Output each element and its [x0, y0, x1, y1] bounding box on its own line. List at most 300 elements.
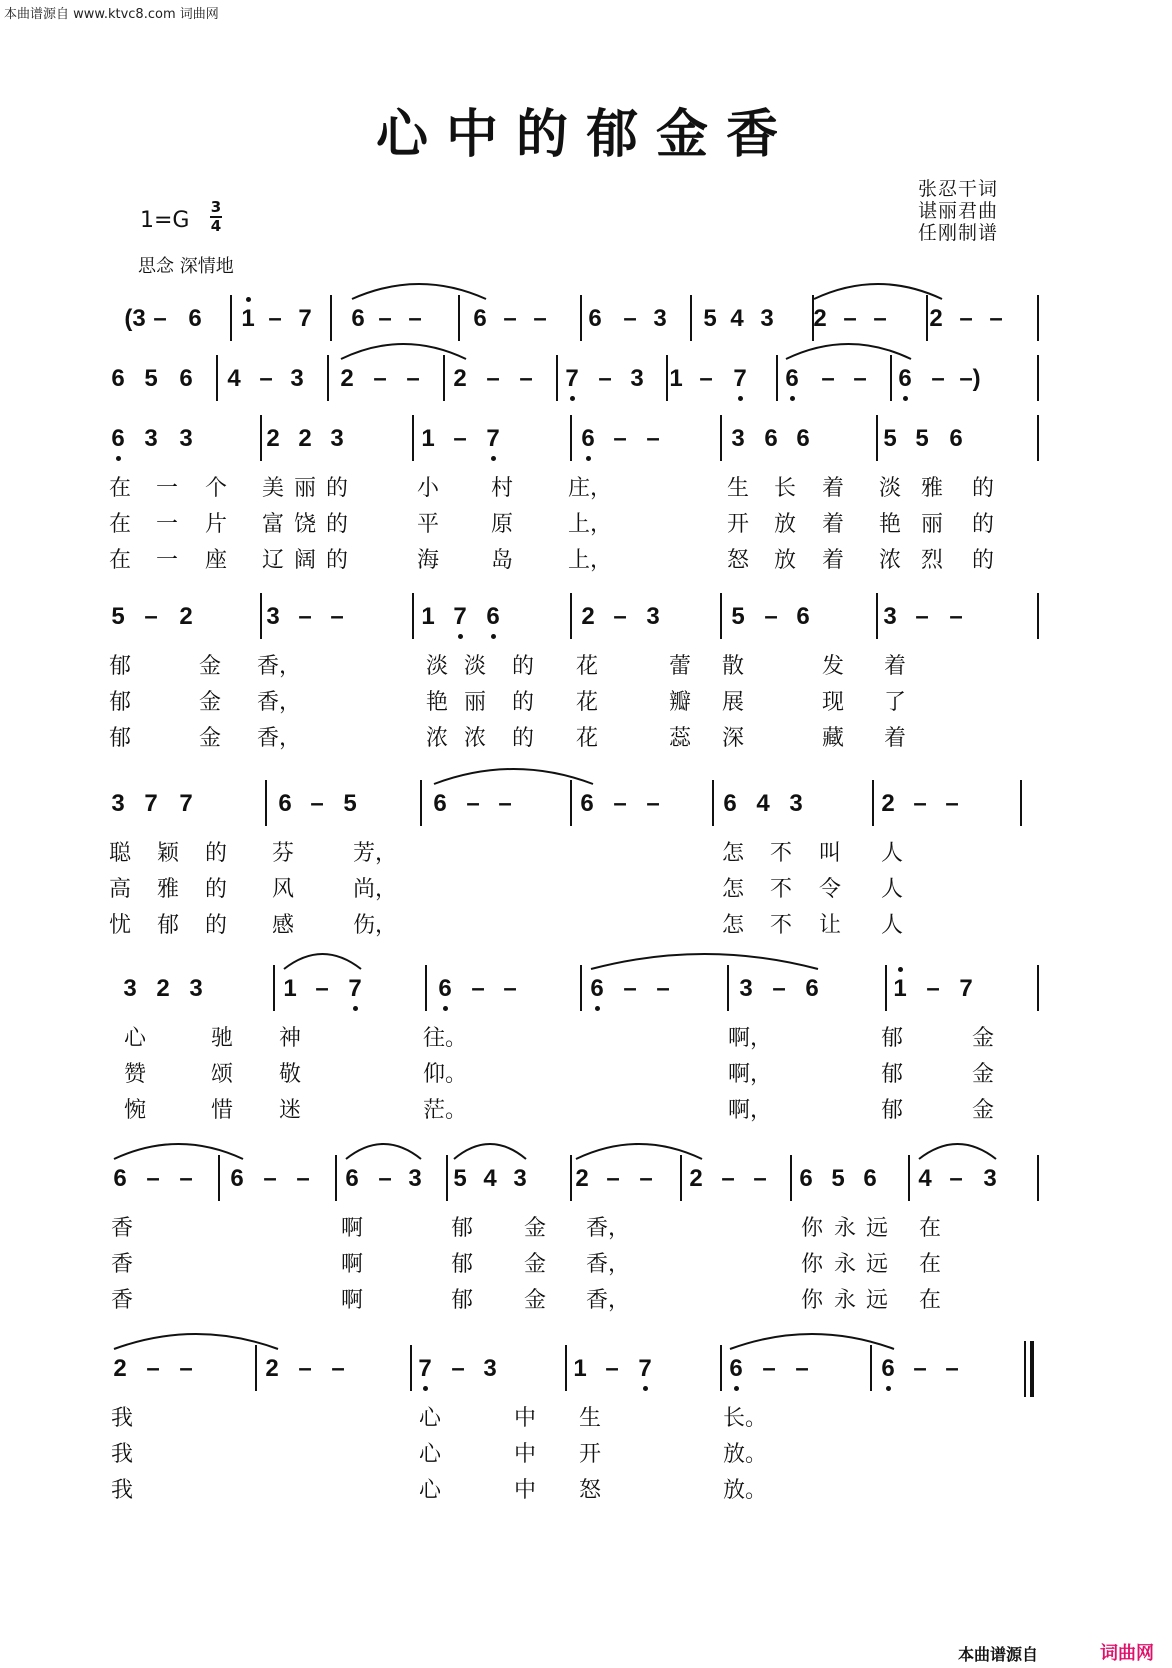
- barline: [255, 1345, 257, 1391]
- note: –: [762, 1355, 776, 1382]
- note: 3: [408, 1165, 422, 1192]
- time-signature-bottom: 4: [210, 217, 222, 235]
- note: 6: [104, 425, 132, 453]
- note: 2: [881, 790, 895, 817]
- lyric-syllable: 浓: [425, 726, 448, 751]
- lyric-syllable: 辽: [261, 548, 284, 573]
- lyric-syllable: 岛: [490, 548, 513, 573]
- note: 1: [886, 975, 914, 1003]
- note: 6: [345, 1165, 359, 1192]
- note: –: [949, 1165, 963, 1192]
- lyric-syllable: 赞: [123, 1062, 146, 1087]
- lyric-syllable: 你: [800, 1216, 823, 1241]
- lyric-syllable: 的: [971, 548, 994, 573]
- note: –: [926, 975, 940, 1002]
- note: 6: [723, 790, 737, 817]
- barline: [812, 295, 814, 341]
- note: 3: [513, 1165, 527, 1192]
- barline: [876, 415, 878, 461]
- note: –: [639, 1165, 653, 1192]
- note: 3: [789, 790, 803, 817]
- note: 2: [265, 1355, 279, 1382]
- barline: [580, 965, 582, 1011]
- note: –: [772, 975, 786, 1002]
- note: –: [259, 365, 273, 392]
- note: 5: [831, 1165, 845, 1192]
- lyric-syllable: 金: [971, 1098, 994, 1123]
- barline: [580, 295, 582, 341]
- lyric-syllable: 艳: [425, 690, 448, 715]
- lyric-syllable: 一: [155, 548, 178, 573]
- lyric-syllable: 的: [511, 690, 534, 715]
- lyric-syllable: 美: [261, 476, 284, 501]
- note: 2: [113, 1355, 127, 1382]
- lyric-syllable: 的: [971, 512, 994, 537]
- note: 6: [722, 1355, 750, 1383]
- lyric-syllable: 平: [416, 512, 439, 537]
- note: 2: [156, 975, 170, 1002]
- lyric-syllable: 上，: [568, 548, 613, 573]
- note: 2: [453, 365, 467, 392]
- lyric-syllable: 往。: [423, 1026, 468, 1051]
- tie-slur: [786, 344, 911, 359]
- note: 7: [959, 975, 973, 1002]
- song-title: 心中的郁金香: [375, 104, 796, 165]
- tie-slur: [919, 1144, 996, 1159]
- lyric-syllable: 感: [271, 913, 294, 938]
- note: 6: [874, 1355, 902, 1383]
- note: 6: [473, 305, 487, 332]
- note: 5: [111, 603, 125, 630]
- lyric-syllable: 芬: [271, 841, 294, 866]
- barline: [218, 1155, 220, 1201]
- note: 7: [726, 365, 754, 393]
- lyric-syllable: 长: [773, 476, 796, 501]
- lyric-syllable: 不: [769, 913, 792, 938]
- note: –: [989, 305, 1003, 332]
- lyric-syllable: 蕾: [668, 654, 691, 679]
- note: 3: [646, 603, 660, 630]
- barline: [570, 415, 572, 461]
- tempo-marking: 思念 深情地: [138, 256, 234, 277]
- tie-slur: [346, 1144, 421, 1159]
- note: –: [453, 425, 467, 452]
- lyric-syllable: 片: [204, 512, 227, 537]
- tie-slur: [114, 1144, 243, 1159]
- note: –: [406, 365, 420, 392]
- lyric-syllable: 烈: [920, 548, 943, 573]
- lyric-syllable: 仰。: [423, 1062, 468, 1087]
- lyric-syllable: 神: [278, 1026, 301, 1051]
- lyricist-credit: 张忍干词: [918, 178, 999, 200]
- note: 6: [111, 365, 125, 392]
- lyric-syllable: 淡: [878, 476, 901, 501]
- lyric-syllable: 怎: [721, 913, 744, 938]
- lyric-syllable: 金: [971, 1062, 994, 1087]
- lyric-syllable: 敬: [278, 1062, 301, 1087]
- barline: [908, 1155, 910, 1201]
- barline: [870, 1345, 872, 1391]
- lyric-syllable: 富: [261, 512, 284, 537]
- note: –: [913, 1355, 927, 1382]
- note: 2: [929, 305, 943, 332]
- note: 7: [341, 975, 369, 1003]
- lyric-syllable: 尚，: [353, 877, 398, 902]
- barline: [216, 355, 218, 401]
- lyric-syllable: 怎: [721, 877, 744, 902]
- lyric-syllable: 远: [865, 1252, 888, 1277]
- note: 6: [588, 305, 602, 332]
- lyric-syllable: 心: [418, 1478, 441, 1503]
- lyric-syllable: 在: [108, 476, 131, 501]
- lyric-syllable: 我: [110, 1406, 133, 1431]
- lyric-syllable: 啊，: [728, 1026, 773, 1051]
- barline: [1037, 965, 1039, 1011]
- barline: [690, 295, 692, 341]
- lyric-syllable: 了: [883, 690, 906, 715]
- note: 7: [144, 790, 158, 817]
- lyric-syllable: 香: [110, 1288, 133, 1313]
- barline: [265, 780, 267, 826]
- lyric-syllable: 发: [821, 654, 844, 679]
- lyric-syllable: 在: [918, 1252, 941, 1277]
- note: –: [959, 305, 973, 332]
- note: –: [519, 365, 533, 392]
- lyric-syllable: 金: [198, 726, 221, 751]
- lyric-syllable: 香，: [586, 1252, 631, 1277]
- note: 6: [433, 790, 447, 817]
- note: –: [945, 1355, 959, 1382]
- note: 3: [189, 975, 203, 1002]
- note: –: [486, 365, 500, 392]
- lyric-syllable: 香，: [257, 726, 302, 751]
- lyric-syllable: 人: [880, 841, 903, 866]
- lyric-syllable: 座: [204, 548, 227, 573]
- note: 3: [330, 425, 344, 452]
- note: 6: [796, 603, 810, 630]
- note: –: [598, 365, 612, 392]
- lyric-syllable: 长。: [723, 1406, 768, 1431]
- note: 6: [805, 975, 819, 1002]
- note: 6: [431, 975, 459, 1003]
- barline: [890, 355, 892, 401]
- barline: [273, 965, 275, 1011]
- barline: [570, 593, 572, 639]
- lyric-syllable: 的: [325, 476, 348, 501]
- final-barline: [1024, 1341, 1026, 1397]
- lyric-syllable: 郁: [450, 1252, 473, 1277]
- note: 6: [799, 1165, 813, 1192]
- note: 2: [340, 365, 354, 392]
- lyric-syllable: 艳: [878, 512, 901, 537]
- barline: [727, 965, 729, 1011]
- barline: [565, 1345, 567, 1391]
- lyric-syllable: 金: [198, 690, 221, 715]
- lyric-syllable: 茫。: [423, 1098, 468, 1123]
- note: 3: [266, 603, 280, 630]
- note: 6: [479, 603, 507, 631]
- lyric-syllable: 的: [511, 654, 534, 679]
- barline: [776, 355, 778, 401]
- lyric-syllable: 一: [155, 476, 178, 501]
- barline: [446, 1155, 448, 1201]
- lyric-syllable: 香，: [257, 654, 302, 679]
- note: –: [144, 603, 158, 630]
- lyric-syllable: 金: [523, 1252, 546, 1277]
- note: 7: [631, 1355, 659, 1383]
- lyric-syllable: 芳，: [353, 841, 398, 866]
- note: –: [721, 1165, 735, 1192]
- note: –: [503, 305, 517, 332]
- lyric-syllable: 藏: [821, 726, 844, 751]
- note: –: [179, 1355, 193, 1382]
- arranger-credit: 任刚制谱: [918, 222, 999, 244]
- barline: [260, 593, 262, 639]
- note: 5: [453, 1165, 467, 1192]
- note: –: [153, 305, 167, 332]
- note: –: [378, 1165, 392, 1192]
- lyric-syllable: 香，: [257, 690, 302, 715]
- lyric-syllable: 金: [198, 654, 221, 679]
- lyric-syllable: 着: [883, 654, 906, 679]
- lyric-syllable: 忧: [108, 913, 131, 938]
- lyric-syllable: 的: [325, 512, 348, 537]
- note: 2: [266, 425, 280, 452]
- final-barline: [1030, 1341, 1034, 1397]
- lyric-syllable: 小: [416, 476, 439, 501]
- note: 3: [653, 305, 667, 332]
- barline: [260, 415, 262, 461]
- note: 4: [730, 305, 744, 332]
- watermark-top: 本曲谱源自 www.ktvc8.com 词曲网: [4, 7, 219, 22]
- note: 1: [234, 305, 262, 333]
- lyric-syllable: 永: [833, 1288, 856, 1313]
- note: 3: [731, 425, 745, 452]
- barline: [458, 295, 460, 341]
- lyric-syllable: 心: [418, 1442, 441, 1467]
- lyric-syllable: 饶: [293, 512, 316, 537]
- barline: [570, 780, 572, 826]
- lyric-syllable: 瓣: [668, 690, 691, 715]
- note: –: [853, 365, 867, 392]
- note: –: [945, 790, 959, 817]
- lyric-syllable: 心: [123, 1026, 146, 1051]
- lyric-syllable: 远: [865, 1288, 888, 1313]
- lyric-syllable: 着: [821, 476, 844, 501]
- lyric-syllable: 海: [416, 548, 439, 573]
- tie-slur: [341, 344, 466, 359]
- key-signature: 1=G: [140, 208, 190, 233]
- lyric-syllable: 惜: [210, 1098, 233, 1123]
- note: –: [623, 975, 637, 1002]
- note: 2: [179, 603, 193, 630]
- note: 5: [915, 425, 929, 452]
- note: 6: [863, 1165, 877, 1192]
- note: –: [408, 305, 422, 332]
- note: –: [310, 790, 324, 817]
- lyric-syllable: 生: [726, 476, 749, 501]
- lyric-syllable: 不: [769, 841, 792, 866]
- note: 7: [446, 603, 474, 631]
- lyric-syllable: 在: [918, 1216, 941, 1241]
- lyric-syllable: 生: [578, 1406, 601, 1431]
- lyric-syllable: 啊，: [728, 1062, 773, 1087]
- note: 3: [179, 425, 193, 452]
- barline: [790, 1155, 792, 1201]
- note: –: [373, 365, 387, 392]
- barline: [872, 780, 874, 826]
- note: 6: [778, 365, 806, 393]
- lyric-syllable: 让: [818, 913, 841, 938]
- note: 5: [703, 305, 717, 332]
- lyric-syllable: 放。: [723, 1442, 768, 1467]
- lyric-syllable: 在: [108, 512, 131, 537]
- lyric-syllable: 郁: [450, 1288, 473, 1313]
- note: 7: [298, 305, 312, 332]
- lyric-syllable: 啊，: [728, 1098, 773, 1123]
- barline: [443, 355, 445, 401]
- note: –: [821, 365, 835, 392]
- note: –: [949, 603, 963, 630]
- tie-slur: [454, 1144, 526, 1159]
- lyric-syllable: 永: [833, 1252, 856, 1277]
- lyric-syllable: 的: [511, 726, 534, 751]
- lyric-syllable: 人: [880, 913, 903, 938]
- note: 6: [179, 365, 193, 392]
- tie-slur: [114, 1334, 278, 1349]
- note: –: [795, 1355, 809, 1382]
- lyric-syllable: 金: [523, 1216, 546, 1241]
- note: 1: [669, 365, 683, 392]
- note: –: [605, 1355, 619, 1382]
- tie-slur: [591, 954, 818, 969]
- note: 3: [111, 790, 125, 817]
- note: 3: [144, 425, 158, 452]
- tie-slur: [352, 284, 486, 299]
- note: 6: [583, 975, 611, 1003]
- lyric-syllable: 丽: [293, 476, 316, 501]
- lyric-syllable: 村: [490, 476, 513, 501]
- lyric-syllable: 郁: [880, 1098, 903, 1123]
- note: –: [873, 305, 887, 332]
- tie-slur: [284, 954, 361, 969]
- lyric-syllable: 淡: [463, 654, 486, 679]
- note: –: [913, 790, 927, 817]
- lyric-syllable: 丽: [920, 512, 943, 537]
- lyric-syllable: 颖: [156, 841, 179, 866]
- note: –: [378, 305, 392, 332]
- note: –: [613, 425, 627, 452]
- note: 2: [689, 1165, 703, 1192]
- barline: [1037, 1155, 1039, 1201]
- note: –: [296, 1165, 310, 1192]
- lyric-syllable: 在: [918, 1288, 941, 1313]
- barline: [680, 1155, 682, 1201]
- note: 5: [731, 603, 745, 630]
- note: –: [263, 1165, 277, 1192]
- note: 4: [483, 1165, 497, 1192]
- lyric-syllable: 庄，: [568, 476, 613, 501]
- lyric-syllable: 叫: [818, 841, 841, 866]
- barline: [712, 780, 714, 826]
- lyric-syllable: 散: [721, 654, 744, 679]
- lyric-syllable: 高: [108, 877, 131, 902]
- note: 3: [739, 975, 753, 1002]
- lyric-syllable: 我: [110, 1442, 133, 1467]
- note: 1: [421, 425, 435, 452]
- barline: [720, 415, 722, 461]
- barline: [570, 1155, 572, 1201]
- lyric-syllable: 香: [110, 1216, 133, 1241]
- lyric-syllable: 花: [575, 726, 598, 751]
- barline: [876, 593, 878, 639]
- note: 6: [351, 305, 365, 332]
- barline: [1037, 295, 1039, 341]
- barline: [885, 965, 887, 1011]
- note: 6: [949, 425, 963, 452]
- note: –: [623, 305, 637, 332]
- note: 2: [813, 305, 827, 332]
- note: 1: [421, 603, 435, 630]
- lyric-syllable: 浓: [878, 548, 901, 573]
- barline: [1037, 355, 1039, 401]
- note: 2: [581, 603, 595, 630]
- note: –: [298, 1355, 312, 1382]
- lyric-syllable: 惋: [123, 1098, 146, 1123]
- note: –: [498, 790, 512, 817]
- watermark-bottom-brand: 词曲网: [1100, 1643, 1154, 1664]
- lyric-syllable: 远: [865, 1216, 888, 1241]
- barline: [556, 355, 558, 401]
- tie-slur: [576, 1144, 702, 1159]
- note: –: [533, 305, 547, 332]
- note: 6: [188, 305, 202, 332]
- note: 6: [574, 425, 602, 453]
- lyric-syllable: 的: [204, 877, 227, 902]
- lyric-syllable: 迷: [278, 1098, 301, 1123]
- note: –: [146, 1355, 160, 1382]
- note: 3: [983, 1165, 997, 1192]
- lyric-syllable: 郁: [156, 913, 179, 938]
- lyric-syllable: 永: [833, 1216, 856, 1241]
- note: –: [315, 975, 329, 1002]
- watermark-bottom: 本曲谱源自: [958, 1645, 1039, 1664]
- note: –: [503, 975, 517, 1002]
- lyric-syllable: 香，: [586, 1288, 631, 1313]
- barline: [412, 415, 414, 461]
- note: 3: [123, 975, 137, 1002]
- note: 7: [179, 790, 193, 817]
- note: 3: [630, 365, 644, 392]
- note: 3: [290, 365, 304, 392]
- lyric-syllable: 放。: [723, 1478, 768, 1503]
- barline: [335, 1155, 337, 1201]
- lyric-syllable: 郁: [108, 690, 131, 715]
- lyric-syllable: 放: [773, 548, 796, 573]
- lyric-syllable: 怎: [721, 841, 744, 866]
- note: –: [931, 365, 945, 392]
- barline: [425, 965, 427, 1011]
- lyric-syllable: 颂: [210, 1062, 233, 1087]
- note: –: [179, 1165, 193, 1192]
- lyric-syllable: 的: [971, 476, 994, 501]
- lyric-syllable: 雅: [156, 877, 179, 902]
- lyric-syllable: 原: [490, 512, 513, 537]
- time-signature-top: 3: [210, 198, 222, 216]
- lyric-syllable: 开: [578, 1442, 601, 1467]
- note: –: [146, 1165, 160, 1192]
- note: 7: [411, 1355, 439, 1383]
